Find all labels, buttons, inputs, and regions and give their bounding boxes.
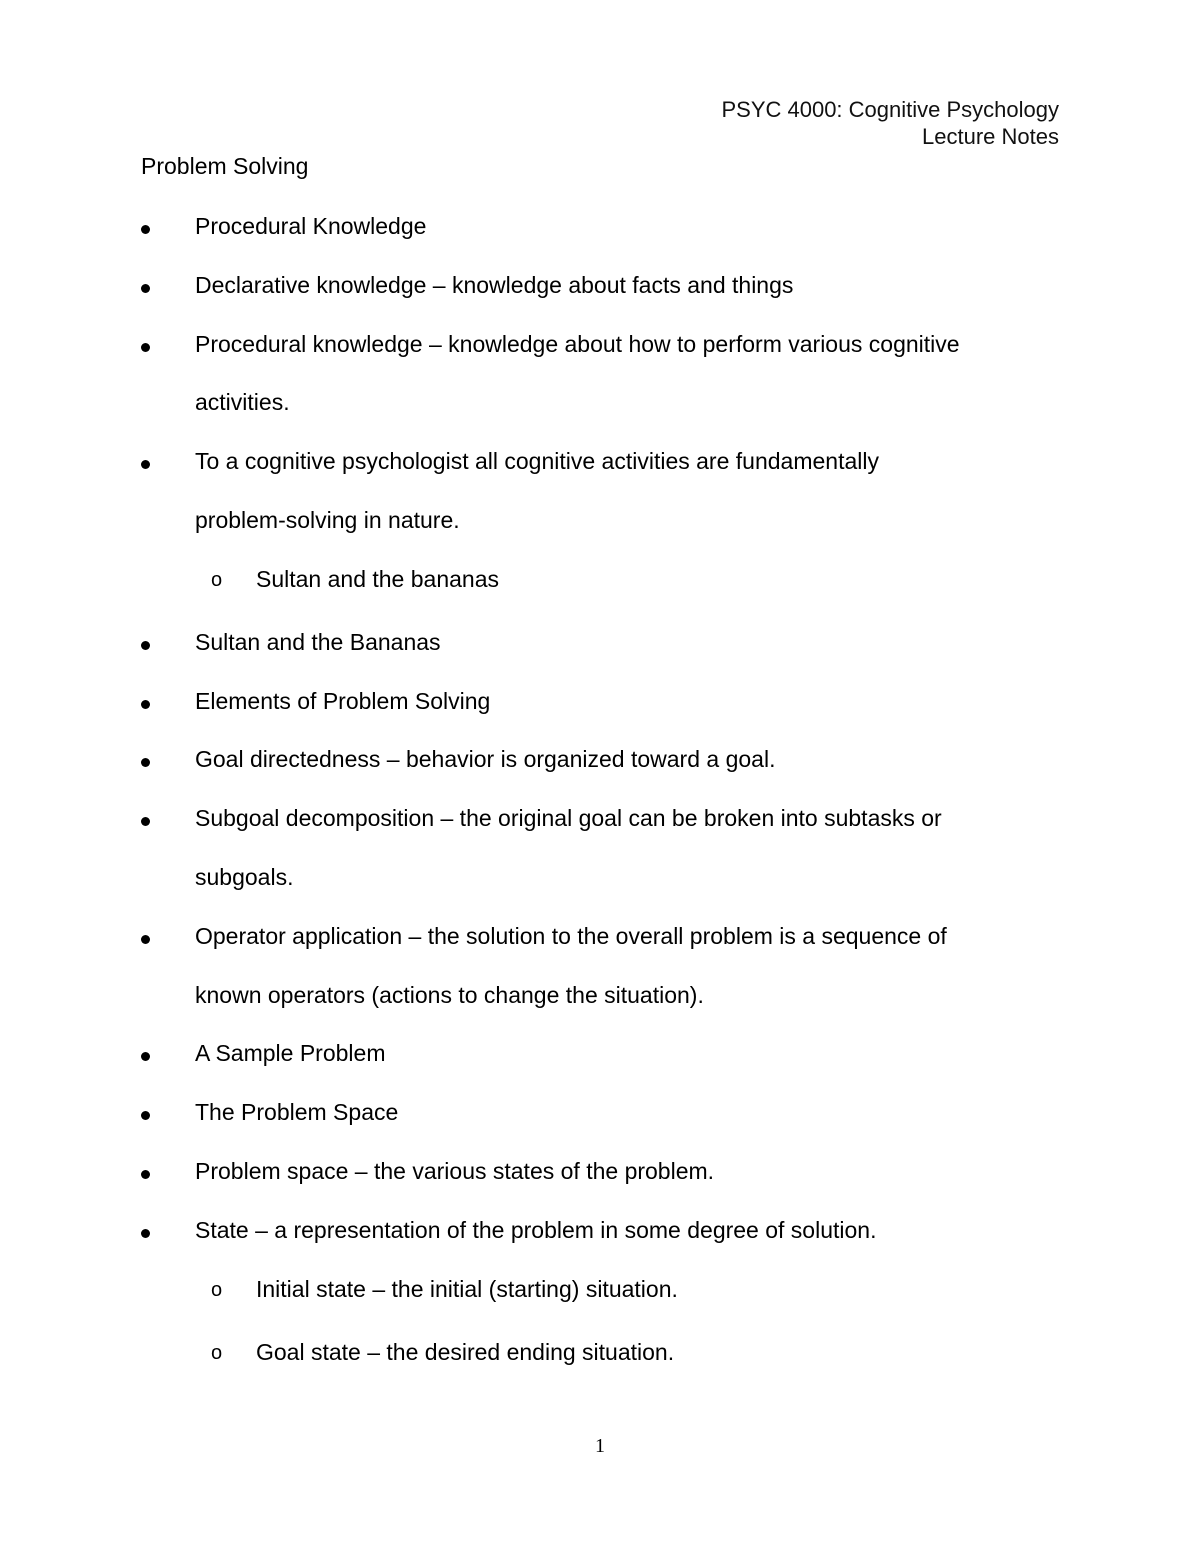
- section-title: Problem Solving: [141, 153, 309, 179]
- bullet-dot-icon: [141, 1229, 150, 1238]
- bullet-dot-icon: [141, 284, 150, 293]
- list-item-continuation: [0, 850, 1200, 909]
- list-item-text: Procedural knowledge – knowledge about how to perform various cognitive: [195, 330, 960, 357]
- list-item-text: Goal state – the desired ending situation.: [256, 1338, 675, 1365]
- list-item: [0, 732, 1200, 791]
- bullet-dot-icon: [141, 641, 150, 650]
- list-item-text: Problem space – the various states of the problem.: [195, 1157, 715, 1184]
- list-item-text: subgoals.: [195, 863, 294, 890]
- bullet-dot-icon: [141, 1170, 150, 1179]
- course-title: PSYC 4000: Cognitive Psychology: [721, 97, 1059, 122]
- bullet-dot-icon: [141, 225, 150, 234]
- list-item: [0, 434, 1200, 493]
- sub-bullet-icon: o: [211, 568, 223, 591]
- list-item-text: Subgoal decomposition – the original goal can be broken into subtasks or: [195, 805, 942, 832]
- list-item-text: activities.: [195, 389, 290, 416]
- bullet-dot-icon: [141, 758, 150, 767]
- sub-list-item: [0, 1325, 1200, 1384]
- list-item: [0, 1085, 1200, 1144]
- list-item-text: problem-solving in nature.: [195, 506, 460, 533]
- list-item: [0, 909, 1200, 968]
- bullet-dot-icon: [141, 1111, 150, 1120]
- sub-list-item: [0, 1262, 1200, 1325]
- list-item-text: Operator application – the solution to the overall problem is a sequence of: [195, 922, 947, 949]
- list-item-continuation: [0, 968, 1200, 1027]
- list-item-text: Sultan and the Bananas: [195, 628, 441, 655]
- list-item: [0, 1203, 1200, 1262]
- list-item-continuation: [0, 375, 1200, 434]
- list-item-text: Sultan and the bananas: [256, 565, 499, 592]
- list-item: [0, 317, 1200, 376]
- bullet-dot-icon: [141, 460, 150, 469]
- list-item: [0, 615, 1200, 674]
- sub-bullet-icon: o: [211, 1278, 223, 1301]
- bullet-dot-icon: [141, 1052, 150, 1061]
- list-item-text: State – a representation of the problem in some degree of solution.: [195, 1216, 877, 1243]
- list-item-text: Procedural Knowledge: [195, 213, 427, 239]
- list-item: [0, 674, 1200, 733]
- list-item-text: The Problem Space: [195, 1099, 399, 1126]
- list-item-text: To a cognitive psychologist all cognitive activities are fundamentally: [195, 448, 879, 475]
- sub-bullet-icon: o: [211, 1341, 223, 1364]
- list-item-text: Initial state – the initial (starting) situation.: [256, 1275, 678, 1302]
- list-item: [0, 199, 1200, 258]
- list-item-text: A Sample Problem: [195, 1040, 386, 1067]
- list-item: [0, 1144, 1200, 1203]
- list-item: [0, 1026, 1200, 1085]
- list-item-text: Goal directedness – behavior is organized toward a goal.: [195, 746, 776, 773]
- sub-list-item: [0, 552, 1200, 615]
- bullet-dot-icon: [141, 817, 150, 826]
- list-item-continuation: [0, 493, 1200, 552]
- list-item: [0, 258, 1200, 317]
- page-header: [721, 96, 1059, 150]
- page-number: 1: [595, 1435, 605, 1457]
- bullet-dot-icon: [141, 700, 150, 709]
- list-item-text: Declarative knowledge – knowledge about facts and things: [195, 271, 794, 298]
- bullet-list: [0, 199, 1200, 1383]
- list-item-text: Elements of Problem Solving: [195, 687, 491, 714]
- list-item: [0, 791, 1200, 850]
- list-item-text: known operators (actions to change the situation).: [195, 981, 704, 1008]
- bullet-dot-icon: [141, 935, 150, 944]
- bullet-dot-icon: [141, 343, 150, 352]
- document-type: Lecture Notes: [922, 124, 1059, 149]
